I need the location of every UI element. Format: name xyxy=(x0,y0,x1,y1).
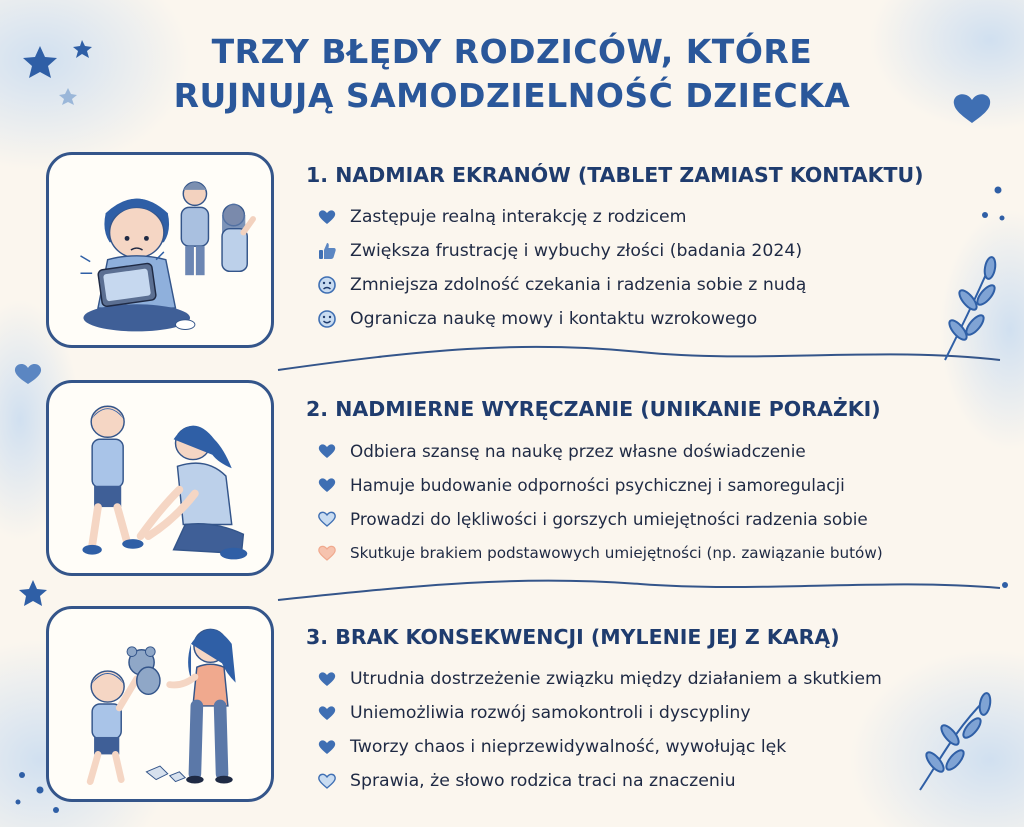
list-item-text: Sprawia, że słowo rodzica traci na znaczeniu xyxy=(350,771,736,791)
list-item xyxy=(316,764,1006,798)
list-item xyxy=(316,696,1006,730)
child-throwing-teddy-illustration xyxy=(49,609,271,799)
section-overdoing xyxy=(306,396,1006,570)
heart-outline-icon xyxy=(316,770,338,792)
heart-icon xyxy=(316,702,338,724)
section-consequences xyxy=(306,624,1006,798)
section-heading: 3. BRAK KONSEKWENCJI (MYLENIE JEJ Z KARĄ) xyxy=(306,625,840,649)
mother-tying-shoes-illustration xyxy=(49,383,271,573)
heart-icon xyxy=(316,668,338,690)
list-item xyxy=(316,234,1006,268)
list-item xyxy=(316,268,1006,302)
list-item-text: Utrudnia dostrzeżenie związku między działaniem a skutkiem xyxy=(350,669,882,689)
list-item-text: Ogranicza naukę mowy i kontaktu wzrokowego xyxy=(350,309,758,329)
list-item-text: Prowadzi do lękliwości i gorszych umiejętności radzenia sobie xyxy=(350,509,868,529)
list-item xyxy=(316,468,1006,502)
list-item-text: Hamuje budowanie odporności psychicznej i samoregulacji xyxy=(350,475,845,495)
title-line-2: RUJNUJĄ SAMODZIELNOŚĆ DZIECKA xyxy=(173,76,851,115)
title-line-1: TRZY BŁĘDY RODZICÓW, KTÓRE xyxy=(211,32,813,71)
list-item-text: Zmniejsza zdolność czekania i radzenia sobie z nudą xyxy=(350,275,807,295)
heart-icon xyxy=(316,474,338,496)
illustration-card-screens xyxy=(46,152,274,348)
list-item xyxy=(316,730,1006,764)
section-list xyxy=(306,434,1006,570)
heart-peach-icon xyxy=(316,542,338,564)
list-item-text: Odbiera szansę na naukę przez własne doświadczenie xyxy=(350,441,806,461)
list-item-text: Tworzy chaos i nieprzewidywalność, wywołując lęk xyxy=(350,737,787,757)
illustration-card-consequences xyxy=(46,606,274,802)
list-item xyxy=(316,200,1006,234)
heart-icon xyxy=(316,206,338,228)
list-item-text: Zwiększa frustrację i wybuchy złości (badania 2024) xyxy=(350,241,803,261)
page-title xyxy=(100,30,924,118)
list-item xyxy=(316,302,1006,336)
child-with-tablet-illustration xyxy=(49,155,271,345)
list-item-text: Skutkuje brakiem podstawowych umiejętności (np. zawiązanie butów) xyxy=(350,544,883,562)
section-screens xyxy=(306,162,1006,336)
heart-icon xyxy=(316,440,338,462)
list-item-text: Zastępuje realną interakcję z rodzicem xyxy=(350,207,687,227)
list-item xyxy=(316,502,1006,536)
section-heading: 2. NADMIERNE WYRĘCZANIE (UNIKANIE PORAŻKI) xyxy=(306,397,881,421)
heart-icon xyxy=(316,736,338,758)
heart-outline-icon xyxy=(316,508,338,530)
thumbs-up-icon xyxy=(316,240,338,262)
illustration-card-overdoing xyxy=(46,380,274,576)
list-item xyxy=(316,536,1006,570)
section-heading: 1. NADMIAR EKRANÓW (TABLET ZAMIAST KONTAKTU) xyxy=(306,163,924,187)
smile-face-icon xyxy=(316,308,338,330)
list-item xyxy=(316,662,1006,696)
list-item-text: Uniemożliwia rozwój samokontroli i dyscypliny xyxy=(350,703,751,723)
sad-face-icon xyxy=(316,274,338,296)
section-list xyxy=(306,200,1006,336)
list-item xyxy=(316,434,1006,468)
section-list xyxy=(306,662,1006,798)
